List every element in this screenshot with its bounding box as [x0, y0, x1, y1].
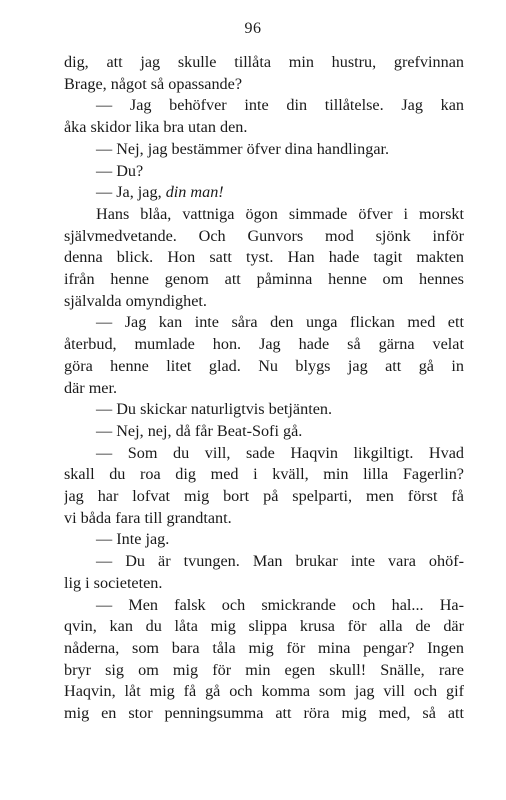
text-line-content: qvin, kan du låta mig slippa krusa för alla de där	[64, 617, 464, 636]
text-line-content: Brage, något så opassande?	[64, 74, 242, 93]
text-line	[64, 269, 464, 291]
text-line-content: ifrån henne genom att påminna henne om hennes	[64, 270, 464, 289]
text-line	[64, 573, 464, 595]
text-line	[64, 378, 464, 400]
text-line-content: dig, att jag skulle tillåta min hustru, grefvinnan	[64, 53, 464, 71]
text-line-content: där mer.	[64, 378, 118, 397]
text-line	[64, 356, 464, 378]
text-line	[64, 226, 464, 248]
text-line-content: göra henne litet glad. Nu blygs jag att gå in	[64, 356, 464, 375]
text-line-content: — Jag behöfver inte din tillåtelse. Jag kan	[96, 96, 464, 115]
text-line	[64, 464, 464, 486]
text-line	[64, 161, 464, 183]
text-line	[64, 703, 464, 725]
text-line	[64, 74, 464, 96]
text-line	[64, 95, 464, 117]
text-line	[64, 421, 464, 443]
text-line-content: återbud, mumlade hon. Jag hade så gärna velat	[64, 335, 464, 354]
text-line-content: jag har lofvat mig bort på spelparti, men först få	[64, 487, 464, 506]
text-line-content: Hans blåa, vattniga ögon simmade öfver i morskt	[96, 204, 464, 223]
text-line	[64, 334, 464, 356]
text-line	[64, 312, 464, 334]
text-line	[64, 638, 464, 660]
text-line	[64, 660, 464, 682]
text-line	[64, 681, 464, 703]
text-line	[64, 486, 464, 508]
text-line-content: lig i societeten.	[64, 573, 163, 592]
text-line-content: åka skidor lika bra utan den.	[64, 118, 248, 137]
text-line-content: — Du är tvungen. Man brukar inte vara ohöf-	[96, 552, 464, 571]
text-line-content: — Ja, jag,	[96, 183, 166, 202]
text-line	[64, 508, 464, 530]
text-line	[64, 247, 464, 269]
text-line	[64, 182, 464, 204]
text-line-content: — Nej, nej, då får Beat-Sofi gå.	[96, 421, 303, 440]
text-line-content: Haqvin, låt mig få gå och komma som jag vill och gif	[64, 682, 464, 701]
text-line-content: mig en stor penningsumma att röra mig med, så att	[64, 704, 464, 723]
text-line-content: denna blick. Hon satt tyst. Han hade tagit makten	[64, 248, 464, 267]
text-line	[64, 616, 464, 638]
text-line	[64, 399, 464, 421]
text-line-content: — Nej, jag bestämmer öfver dina handlingar.	[96, 139, 390, 158]
text-line	[64, 117, 464, 139]
text-line-content: — Men falsk och smickrande och hal... Ha-	[96, 595, 464, 614]
text-line-content: — Du?	[96, 161, 144, 180]
text-line-content: — Som du vill, sade Haqvin likgiltigt. Hvad	[96, 443, 464, 462]
text-line	[64, 52, 464, 74]
text-line	[64, 204, 464, 226]
text-line-content: — Jag kan inte såra den unga flickan med ett	[96, 313, 464, 332]
text-line-content: nåderna, som bara tåla mig för mina pengar? Ingen	[64, 638, 464, 657]
body-text	[64, 52, 464, 725]
text-line	[64, 291, 464, 313]
text-line-content: självmedvetande. Och Gunvors mod sjönk inför	[64, 226, 464, 245]
text-line-content: bryr sig om mig för min egen skull! Snälle, rare	[64, 660, 464, 679]
page-number: 96	[244, 20, 262, 37]
text-line	[64, 551, 464, 573]
text-line-content: skall du roa dig med i kväll, min lilla Fagerlin?	[64, 465, 464, 484]
text-line-content: vi båda fara till grandtant.	[64, 508, 232, 527]
text-line	[64, 443, 464, 465]
text-line	[64, 595, 464, 617]
text-line-content: — Inte jag.	[96, 530, 170, 549]
emphasized-text: din man!	[165, 183, 224, 202]
text-line	[64, 529, 464, 551]
text-line-content: självalda omyndighet.	[64, 291, 207, 310]
text-line-content: — Du skickar naturligtvis betjänten.	[96, 400, 333, 419]
text-line	[64, 139, 464, 161]
